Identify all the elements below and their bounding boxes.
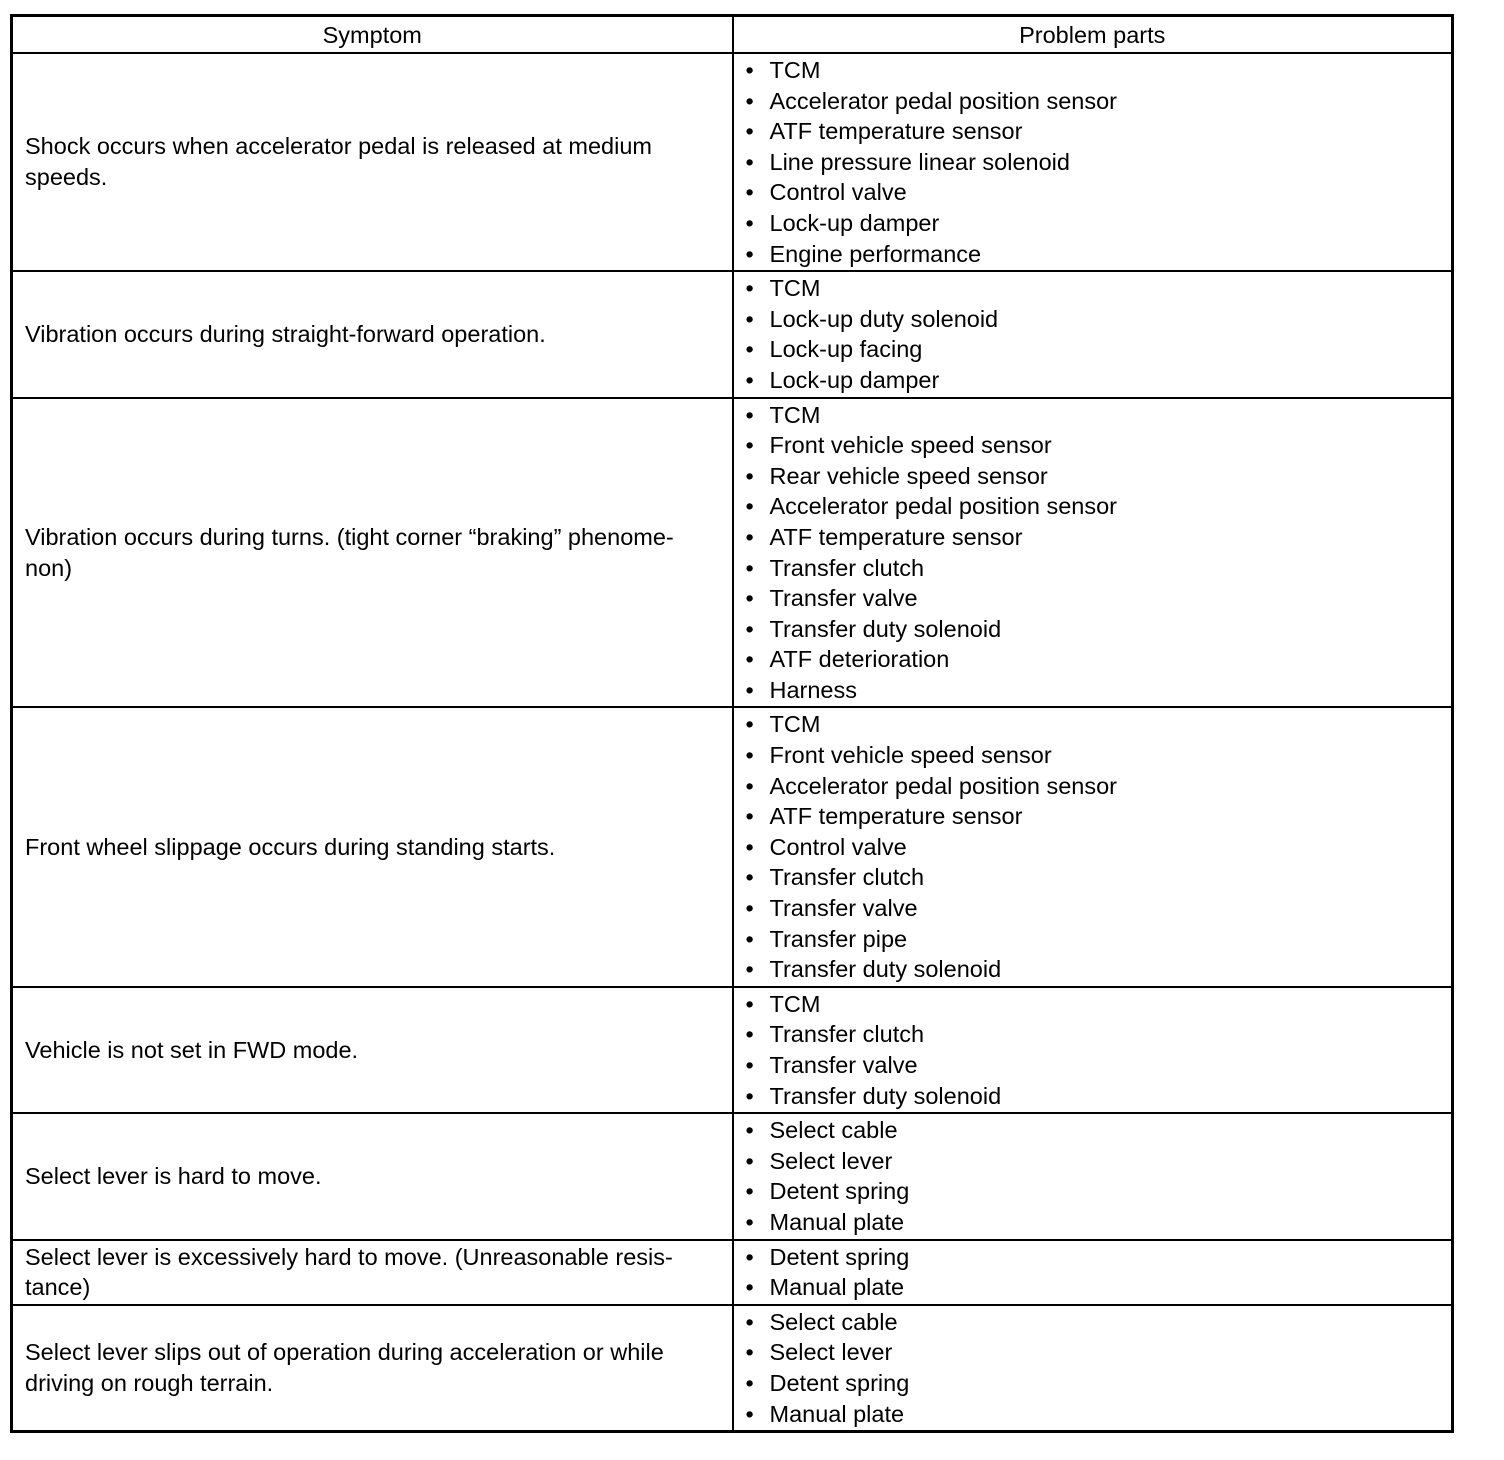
list-item xyxy=(746,400,1444,431)
symptom-cell: Select lever is excessively hard to move. (Unreasonable resis-tance) xyxy=(12,1240,733,1305)
list-item xyxy=(746,86,1444,117)
list-item xyxy=(746,1050,1444,1081)
bullet-icon: • xyxy=(745,179,754,206)
list-item xyxy=(746,644,1444,675)
part-name: Transfer pipe xyxy=(769,925,908,952)
bullet-icon: • xyxy=(745,925,754,952)
part-name: ATF temperature sensor xyxy=(769,523,1023,550)
part-name: Detent spring xyxy=(769,1369,910,1396)
bullet-icon: • xyxy=(745,493,754,520)
problem-parts-list xyxy=(746,1307,1444,1429)
bullet-icon: • xyxy=(745,956,754,983)
problem-parts-cell xyxy=(733,707,1453,986)
list-item xyxy=(746,1176,1444,1207)
bullet-icon: • xyxy=(745,1178,754,1205)
bullet-icon: • xyxy=(745,275,754,302)
bullet-icon: • xyxy=(745,803,754,830)
part-name: Manual plate xyxy=(769,1208,905,1235)
bullet-icon: • xyxy=(745,462,754,489)
symptom-cell: Vehicle is not set in FWD mode. xyxy=(12,987,733,1113)
list-item xyxy=(746,740,1444,771)
part-name: Line pressure linear solenoid xyxy=(769,148,1070,175)
part-name: Transfer duty solenoid xyxy=(769,1082,1002,1109)
symptom-cell: Select lever is hard to move. xyxy=(12,1113,733,1239)
part-name: Transfer valve xyxy=(769,895,918,922)
bullet-icon: • xyxy=(745,646,754,673)
bullet-icon: • xyxy=(745,1243,754,1270)
list-item xyxy=(746,1337,1444,1368)
symptom-cell: Shock occurs when accelerator pedal is released at medium speeds. xyxy=(12,53,733,271)
list-item xyxy=(746,832,1444,863)
list-item xyxy=(746,365,1444,396)
list-item xyxy=(746,239,1444,270)
part-name: TCM xyxy=(769,57,821,83)
list-item xyxy=(746,273,1444,304)
part-name: Rear vehicle speed sensor xyxy=(769,462,1048,489)
list-item xyxy=(746,583,1444,614)
problem-parts-list xyxy=(746,1242,1444,1303)
part-name: Transfer valve xyxy=(769,585,918,612)
bullet-icon: • xyxy=(745,432,754,459)
problem-parts-cell xyxy=(733,987,1453,1113)
problem-parts-cell xyxy=(733,1113,1453,1239)
problem-parts-cell xyxy=(733,398,1453,708)
bullet-icon: • xyxy=(745,118,754,145)
bullet-icon: • xyxy=(745,366,754,393)
table-row xyxy=(12,53,1453,271)
part-name: Engine performance xyxy=(769,240,982,267)
part-name: ATF deterioration xyxy=(769,646,950,673)
bullet-icon: • xyxy=(745,1117,754,1144)
bullet-icon: • xyxy=(745,772,754,799)
bullet-icon: • xyxy=(745,585,754,612)
part-name: Manual plate xyxy=(769,1274,905,1301)
bullet-icon: • xyxy=(745,209,754,236)
bullet-icon: • xyxy=(745,990,754,1017)
list-item xyxy=(746,1272,1444,1303)
part-name: TCM xyxy=(769,990,821,1017)
part-name: TCM xyxy=(769,401,821,428)
list-item xyxy=(746,553,1444,584)
bullet-icon: • xyxy=(745,1339,754,1366)
symptom-cell: Select lever slips out of operation during acceleration or while driving on rough terrain. xyxy=(12,1305,733,1432)
part-name: Detent spring xyxy=(769,1178,910,1205)
list-item xyxy=(746,862,1444,893)
list-item xyxy=(746,1207,1444,1238)
list-item xyxy=(746,1019,1444,1050)
problem-parts-cell xyxy=(733,271,1453,397)
bullet-icon: • xyxy=(745,711,754,738)
list-item xyxy=(746,614,1444,645)
part-name: Manual plate xyxy=(769,1400,905,1427)
bullet-icon: • xyxy=(745,1082,754,1109)
symptom-parts-table xyxy=(10,14,1454,1433)
part-name: Select cable xyxy=(769,1117,898,1144)
bullet-icon: • xyxy=(745,1147,754,1174)
part-name: Lock-up facing xyxy=(769,336,923,363)
problem-parts-list xyxy=(746,400,1444,706)
list-item xyxy=(746,1242,1444,1273)
list-item xyxy=(746,989,1444,1020)
bullet-icon: • xyxy=(745,554,754,581)
table-row xyxy=(12,398,1453,708)
list-item xyxy=(746,924,1444,955)
bullet-icon: • xyxy=(745,615,754,642)
table-header-row xyxy=(12,16,1453,54)
table-body xyxy=(12,53,1453,1432)
list-item xyxy=(746,55,1444,86)
problem-parts-cell xyxy=(733,53,1453,271)
bullet-icon: • xyxy=(745,1308,754,1335)
part-name: Transfer clutch xyxy=(769,1021,925,1048)
problem-parts-list xyxy=(746,273,1444,395)
list-item xyxy=(746,208,1444,239)
table-row xyxy=(12,1113,1453,1239)
part-name: Select lever xyxy=(769,1147,893,1174)
part-name: Select cable xyxy=(769,1308,898,1335)
part-name: Detent spring xyxy=(769,1243,910,1270)
list-item xyxy=(746,801,1444,832)
part-name: Transfer clutch xyxy=(769,554,925,581)
list-item xyxy=(746,1399,1444,1430)
list-item xyxy=(746,304,1444,335)
list-item xyxy=(746,116,1444,147)
bullet-icon: • xyxy=(745,676,754,703)
list-item xyxy=(746,491,1444,522)
part-name: Lock-up damper xyxy=(769,209,940,236)
part-name: ATF temperature sensor xyxy=(769,118,1023,145)
list-item xyxy=(746,1307,1444,1338)
bullet-icon: • xyxy=(745,895,754,922)
problem-parts-list xyxy=(746,1115,1444,1237)
problem-parts-list xyxy=(746,989,1444,1111)
list-item xyxy=(746,1081,1444,1112)
part-name: Transfer valve xyxy=(769,1052,918,1078)
bullet-icon: • xyxy=(745,864,754,891)
bullet-icon: • xyxy=(745,57,754,83)
list-item xyxy=(746,771,1444,802)
bullet-icon: • xyxy=(745,1369,754,1396)
problem-parts-list xyxy=(746,709,1444,984)
table-row xyxy=(12,1305,1453,1432)
bullet-icon: • xyxy=(745,148,754,175)
list-item xyxy=(746,709,1444,740)
list-item xyxy=(746,1115,1444,1146)
part-name: Transfer clutch xyxy=(769,864,925,891)
bullet-icon: • xyxy=(745,305,754,332)
list-item xyxy=(746,1368,1444,1399)
symptom-column-header: Symptom xyxy=(12,16,733,54)
list-item xyxy=(746,430,1444,461)
list-item xyxy=(746,675,1444,706)
part-name: Accelerator pedal position sensor xyxy=(769,493,1117,520)
table-row xyxy=(12,1240,1453,1305)
part-name: Control valve xyxy=(769,179,907,206)
bullet-icon: • xyxy=(745,1400,754,1427)
table-row xyxy=(12,707,1453,986)
problem-parts-cell xyxy=(733,1305,1453,1432)
part-name: Select lever xyxy=(769,1339,893,1366)
table-row xyxy=(12,987,1453,1113)
problem-parts-cell xyxy=(733,1240,1453,1305)
part-name: TCM xyxy=(769,275,821,302)
table-row xyxy=(12,271,1453,397)
problem-parts-column-header: Problem parts xyxy=(733,16,1453,54)
list-item xyxy=(746,147,1444,178)
bullet-icon: • xyxy=(745,240,754,267)
bullet-icon: • xyxy=(745,742,754,769)
list-item xyxy=(746,1146,1444,1177)
list-item xyxy=(746,893,1444,924)
symptom-cell: Front wheel slippage occurs during standing starts. xyxy=(12,707,733,986)
part-name: Transfer duty solenoid xyxy=(769,615,1002,642)
part-name: Control valve xyxy=(769,833,907,860)
list-item xyxy=(746,334,1444,365)
part-name: Accelerator pedal position sensor xyxy=(769,87,1117,114)
part-name: TCM xyxy=(769,711,821,738)
bullet-icon: • xyxy=(745,401,754,428)
part-name: Front vehicle speed sensor xyxy=(769,742,1052,769)
list-item xyxy=(746,954,1444,985)
problem-parts-list xyxy=(746,55,1444,269)
symptom-cell: Vibration occurs during straight-forward operation. xyxy=(12,271,733,397)
bullet-icon: • xyxy=(745,1021,754,1048)
bullet-icon: • xyxy=(745,87,754,114)
part-name: Lock-up duty solenoid xyxy=(769,305,999,332)
part-name: Lock-up damper xyxy=(769,366,940,393)
list-item xyxy=(746,461,1444,492)
bullet-icon: • xyxy=(745,833,754,860)
part-name: Front vehicle speed sensor xyxy=(769,432,1052,459)
bullet-icon: • xyxy=(745,1274,754,1301)
part-name: Accelerator pedal position sensor xyxy=(769,772,1117,799)
bullet-icon: • xyxy=(745,336,754,363)
part-name: ATF temperature sensor xyxy=(769,803,1023,830)
bullet-icon: • xyxy=(745,1052,754,1078)
part-name: Transfer duty solenoid xyxy=(769,956,1002,983)
bullet-icon: • xyxy=(745,1208,754,1235)
list-item xyxy=(746,522,1444,553)
symptom-cell: Vibration occurs during turns. (tight corner “braking” phenome-non) xyxy=(12,398,733,708)
bullet-icon: • xyxy=(745,523,754,550)
part-name: Harness xyxy=(769,676,858,703)
list-item xyxy=(746,177,1444,208)
